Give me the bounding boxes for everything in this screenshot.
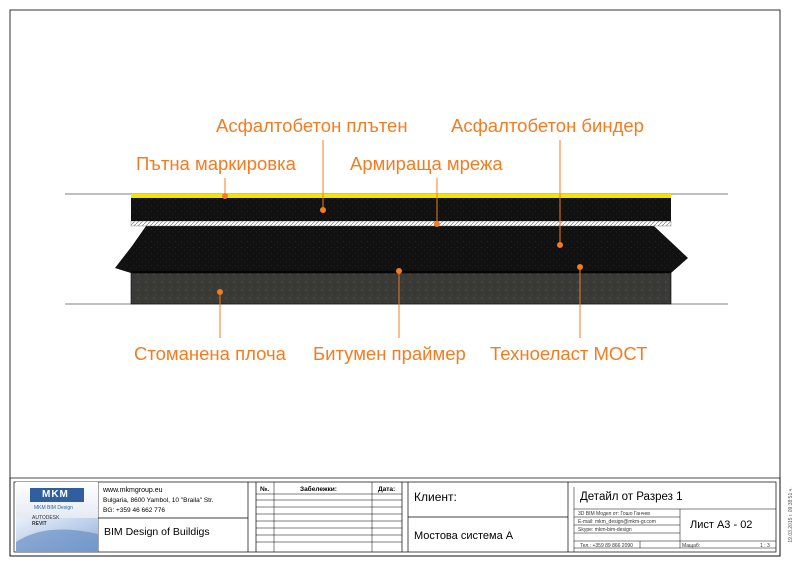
client-label: Клиент: (414, 490, 457, 504)
label-reinforcing-mesh: Армираща мрежа (350, 153, 503, 174)
notes-col-notes: Забележки: (300, 486, 337, 493)
client-value: Мостова система А (414, 530, 514, 542)
scale-label: Мащаб: (682, 543, 701, 549)
revit-text: REVIT (32, 521, 47, 527)
steel-plate-point (218, 290, 223, 295)
company-address: Bulgaria, 8600 Yambol, 10 "Braila" Str. (103, 497, 214, 504)
primer-point (397, 269, 402, 274)
road-marking-point (223, 194, 228, 199)
contact-email: E-mail: mkm_design@mkm-gr.com (578, 519, 656, 525)
label-technoelast: Техноеласт МОСТ (490, 343, 648, 364)
label-steel-plate: Стоманена плоча (134, 343, 286, 364)
notes-col-date: Дата: (378, 486, 396, 493)
notes-col-no: №. (260, 486, 270, 493)
scale-value: 1 : 3 (760, 543, 770, 549)
binder-texture (115, 226, 688, 273)
company-website[interactable]: www.mkmgroup.eu (103, 487, 163, 494)
company-phone: BG: +359 46 662 776 (103, 507, 165, 514)
technoelast-point (578, 265, 583, 270)
label-bitumen-primer: Битумен праймер (313, 343, 466, 364)
label-asphalt-binder: Асфалтобетон биндер (451, 115, 644, 136)
company-tagline: BIM Design of Buildigs (104, 526, 210, 538)
section-detail (115, 194, 688, 304)
asphalt-dense-point (321, 208, 326, 213)
logo-subtitle: MKM BIM Design (34, 505, 73, 511)
reinforcing-mesh-layer (131, 221, 671, 226)
steel-plate-layer (131, 273, 671, 304)
road-marking-layer (131, 194, 671, 198)
model-author: 3D BIM Модел от: Гошо Ганчев (578, 511, 650, 517)
autodesk-text: AUTODESK (32, 515, 60, 521)
print-stamp: 19.03.2015 г. 09:38:51 ч. (788, 487, 794, 543)
dense-asphalt-texture (131, 198, 671, 221)
label-asphalt-dense: Асфалтобетон плътен (216, 115, 408, 136)
drawing-title: Детайл от Разрез 1 (580, 491, 683, 503)
label-road-marking: Пътна маркировка (136, 153, 296, 174)
logo-text: MKM (42, 489, 69, 500)
sheet-number: Лист А3 - 02 (690, 519, 753, 531)
mesh-point (435, 222, 440, 227)
asphalt-binder-point (558, 243, 563, 248)
company-logo (16, 482, 98, 552)
contact-phone: Тел.: +359 89 866 2090 (580, 543, 633, 549)
contact-skype: Skype: mkm-bim-design (578, 527, 632, 533)
